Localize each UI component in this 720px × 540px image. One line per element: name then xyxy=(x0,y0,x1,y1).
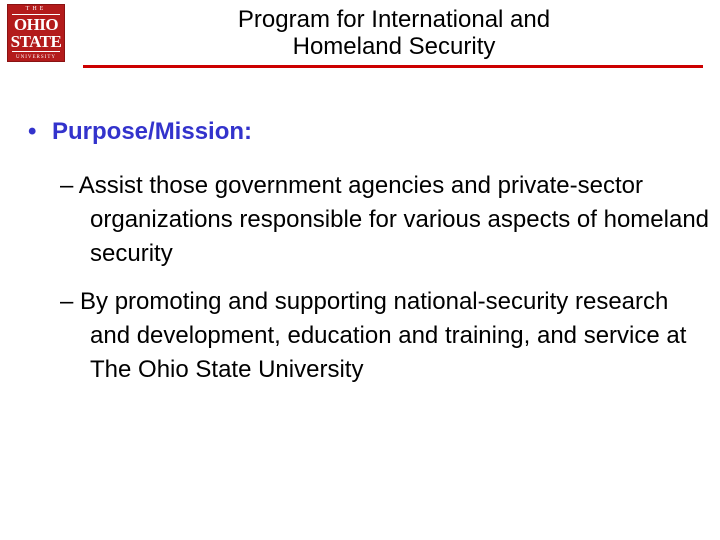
sub-point-text: By promoting and supporting national-security research and development, education and training, and service at The Ohio State University xyxy=(80,288,687,383)
bullet-marker: • xyxy=(28,118,37,145)
sub-point-text: Assist those government agencies and private-sector organizations responsible for various aspects of homeland security xyxy=(78,172,710,267)
logo-word-state: STATE xyxy=(10,32,62,51)
logo-the: THE xyxy=(25,6,47,12)
sub-point-promoting xyxy=(60,285,710,387)
title-divider xyxy=(83,65,703,68)
sub-point-assist xyxy=(60,169,710,271)
logo-university: UNIVERSITY xyxy=(16,55,56,60)
slide-title xyxy=(180,6,608,60)
logo-word-ohio: OHIO xyxy=(13,15,59,34)
mission-heading: Purpose/Mission: xyxy=(52,118,253,145)
sub-point-dash: – xyxy=(60,288,74,315)
logo-rule-bottom xyxy=(12,51,60,52)
mission-bullet xyxy=(28,118,252,146)
slide-title-line-2: Homeland Security xyxy=(292,33,496,60)
sub-point-dash: – xyxy=(60,172,74,199)
slide-title-line-1: Program for International and xyxy=(237,6,551,33)
ohio-state-logo xyxy=(7,4,65,62)
